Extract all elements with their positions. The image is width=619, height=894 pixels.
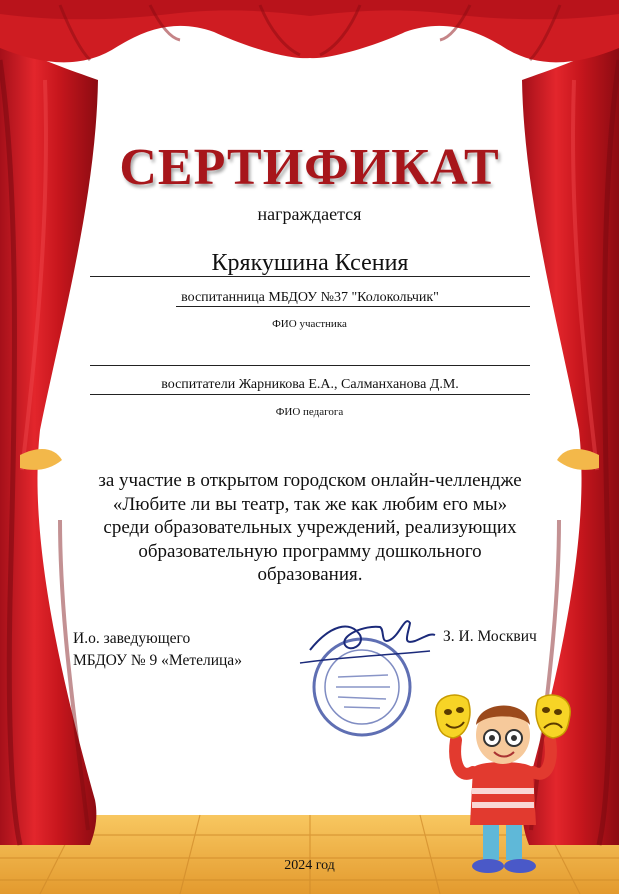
recipient-name: Крякушина Ксения <box>211 250 409 276</box>
boy-with-theatre-masks-icon <box>428 680 578 880</box>
name-underline <box>90 276 530 277</box>
signatory-title-line-2: МБДОУ № 9 «Метелица» <box>73 652 242 669</box>
description-line-2: «Любите ли вы театр, так же как любим его мы» <box>112 493 508 515</box>
participant-caption: ФИО участника <box>272 318 347 330</box>
teachers-line: воспитатели Жарникова Е.А., Салманханова Д.М. <box>161 377 459 392</box>
signatory-title <box>73 628 242 672</box>
signatory-name: З. И. Москвич <box>443 628 537 645</box>
top-valance <box>0 0 619 62</box>
description-line-5: образования. <box>257 564 363 585</box>
description-line-4: образовательную программу дошкольного <box>138 540 482 562</box>
description-line-3: среди образовательных учреждений, реализующих <box>103 517 517 538</box>
teachers-underline <box>90 394 530 395</box>
handwritten-signature-icon <box>310 621 435 650</box>
round-seal-icon <box>290 605 440 740</box>
certificate-title: СЕРТИФИКАТ <box>119 139 500 196</box>
award-description <box>60 469 560 587</box>
signatory-title-line-1: И.о. заведующего <box>73 630 191 647</box>
description-line-1: за участие в открытом городском онлайн-челлендже <box>98 470 522 491</box>
teacher-caption: ФИО педагога <box>275 406 344 418</box>
info-underline <box>176 306 530 307</box>
certificate-year: 2024 год <box>284 858 335 873</box>
blank-underline <box>90 365 530 366</box>
recipient-info: воспитанница МБДОУ №37 "Колокольчик" <box>181 290 439 305</box>
awarded-label: награждается <box>257 204 362 224</box>
